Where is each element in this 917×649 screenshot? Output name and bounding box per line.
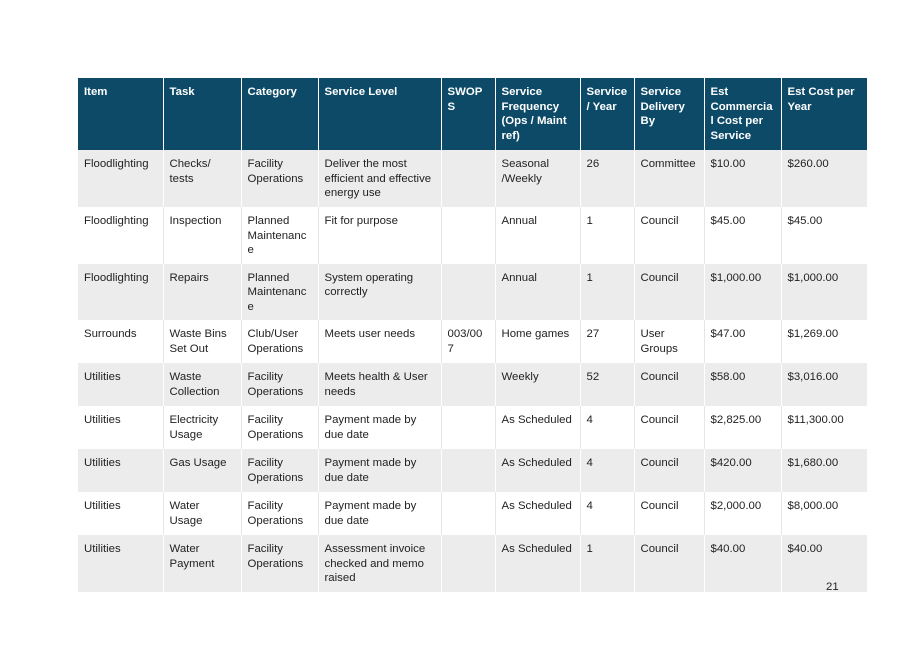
table-row: [78, 406, 867, 449]
cell-service-per-year: 4: [580, 406, 634, 449]
cell-est-cost-per-year: $3,016.00: [781, 363, 867, 406]
table-row: [78, 449, 867, 492]
cell-item: Utilities: [78, 535, 163, 592]
cell-swops: 003/007: [441, 320, 495, 363]
table-row: [78, 264, 867, 321]
cell-category: Planned Maintenance: [241, 207, 318, 264]
cell-est-cost-per-year: $1,269.00: [781, 320, 867, 363]
cell-task: Water Usage: [163, 492, 241, 535]
table-header-row: [78, 78, 867, 150]
cell-service-per-year: 4: [580, 449, 634, 492]
header-service-per-year: Service / Year: [580, 78, 634, 150]
cell-service-frequency: Home games: [495, 320, 580, 363]
cell-task: Waste Collection: [163, 363, 241, 406]
cell-service-frequency: Weekly: [495, 363, 580, 406]
cell-service-frequency: Annual: [495, 207, 580, 264]
cell-category: Facility Operations: [241, 449, 318, 492]
cell-est-commercial-cost: $45.00: [704, 207, 781, 264]
cell-category: Club/User Operations: [241, 320, 318, 363]
cell-category: Facility Operations: [241, 150, 318, 207]
cell-service-frequency: As Scheduled: [495, 535, 580, 592]
cell-item: Utilities: [78, 363, 163, 406]
cell-category: Facility Operations: [241, 406, 318, 449]
table-row: [78, 363, 867, 406]
cell-service-frequency: As Scheduled: [495, 492, 580, 535]
cell-category: Facility Operations: [241, 535, 318, 592]
cell-est-cost-per-year: $1,000.00: [781, 264, 867, 321]
table-row: [78, 492, 867, 535]
cell-service-per-year: 4: [580, 492, 634, 535]
cell-task: Gas Usage: [163, 449, 241, 492]
cell-item: Floodlighting: [78, 150, 163, 207]
cell-service-per-year: 1: [580, 264, 634, 321]
header-swops: SWOPS: [441, 78, 495, 150]
cell-task: Inspection: [163, 207, 241, 264]
cell-est-cost-per-year: $11,300.00: [781, 406, 867, 449]
cell-category: Planned Maintenance: [241, 264, 318, 321]
cell-service-level: Fit for purpose: [318, 207, 441, 264]
table-row: [78, 207, 867, 264]
cell-est-commercial-cost: $58.00: [704, 363, 781, 406]
cell-est-commercial-cost: $2,000.00: [704, 492, 781, 535]
cell-item: Utilities: [78, 406, 163, 449]
cell-task: Checks/ tests: [163, 150, 241, 207]
cell-item: Floodlighting: [78, 264, 163, 321]
cell-service-level: Payment made by due date: [318, 406, 441, 449]
cell-service-frequency: Seasonal /Weekly: [495, 150, 580, 207]
header-service-delivery-by: Service Delivery By: [634, 78, 704, 150]
cell-est-cost-per-year: $8,000.00: [781, 492, 867, 535]
cell-service-frequency: As Scheduled: [495, 406, 580, 449]
cell-service-delivery-by: Council: [634, 492, 704, 535]
header-category: Category: [241, 78, 318, 150]
cell-est-commercial-cost: $1,000.00: [704, 264, 781, 321]
cell-service-per-year: 26: [580, 150, 634, 207]
header-task: Task: [163, 78, 241, 150]
header-service-level: Service Level: [318, 78, 441, 150]
cell-service-per-year: 52: [580, 363, 634, 406]
cell-swops: [441, 150, 495, 207]
cell-est-cost-per-year: $260.00: [781, 150, 867, 207]
cell-swops: [441, 492, 495, 535]
cell-service-level: Meets health & User needs: [318, 363, 441, 406]
cell-service-frequency: Annual: [495, 264, 580, 321]
table-row: [78, 150, 867, 207]
cell-est-commercial-cost: $40.00: [704, 535, 781, 592]
table-row: [78, 535, 867, 592]
cell-est-cost-per-year: $45.00: [781, 207, 867, 264]
cell-service-delivery-by: User Groups: [634, 320, 704, 363]
cell-service-delivery-by: Council: [634, 264, 704, 321]
cell-service-level: Deliver the most efficient and effective energy use: [318, 150, 441, 207]
cell-est-cost-per-year: $40.00: [781, 535, 867, 592]
cell-est-commercial-cost: $2,825.00: [704, 406, 781, 449]
header-service-frequency: Service Frequency (Ops / Maint ref): [495, 78, 580, 150]
cell-service-level: Assessment invoice checked and memo raised: [318, 535, 441, 592]
cell-category: Facility Operations: [241, 363, 318, 406]
cell-service-frequency: As Scheduled: [495, 449, 580, 492]
cell-service-level: Payment made by due date: [318, 449, 441, 492]
cell-service-level: Payment made by due date: [318, 492, 441, 535]
cell-service-per-year: 27: [580, 320, 634, 363]
cell-item: Floodlighting: [78, 207, 163, 264]
service-cost-table: [78, 78, 867, 592]
cell-est-cost-per-year: $1,680.00: [781, 449, 867, 492]
cell-est-commercial-cost: $420.00: [704, 449, 781, 492]
cell-swops: [441, 449, 495, 492]
cell-service-delivery-by: Committee: [634, 150, 704, 207]
cell-task: Waste Bins Set Out: [163, 320, 241, 363]
cell-service-level: System operating correctly: [318, 264, 441, 321]
page-number: 21: [826, 581, 839, 593]
cell-category: Facility Operations: [241, 492, 318, 535]
cell-service-delivery-by: Council: [634, 535, 704, 592]
cell-task: Water Payment: [163, 535, 241, 592]
cell-service-delivery-by: Council: [634, 363, 704, 406]
cell-swops: [441, 535, 495, 592]
header-est-cost-per-year: Est Cost per Year: [781, 78, 867, 150]
cell-task: Electricity Usage: [163, 406, 241, 449]
cell-est-commercial-cost: $47.00: [704, 320, 781, 363]
table-header: [78, 78, 867, 150]
cell-service-per-year: 1: [580, 207, 634, 264]
cell-swops: [441, 207, 495, 264]
cell-service-delivery-by: Council: [634, 207, 704, 264]
header-item: Item: [78, 78, 163, 150]
cell-est-commercial-cost: $10.00: [704, 150, 781, 207]
cell-service-delivery-by: Council: [634, 449, 704, 492]
cell-swops: [441, 363, 495, 406]
table-row: [78, 320, 867, 363]
cell-service-delivery-by: Council: [634, 406, 704, 449]
cell-service-per-year: 1: [580, 535, 634, 592]
header-est-commercial-cost: Est Commercial Cost per Service: [704, 78, 781, 150]
cell-item: Utilities: [78, 449, 163, 492]
cell-item: Utilities: [78, 492, 163, 535]
cell-item: Surrounds: [78, 320, 163, 363]
cell-swops: [441, 406, 495, 449]
table-body: [78, 150, 867, 592]
cell-swops: [441, 264, 495, 321]
cell-service-level: Meets user needs: [318, 320, 441, 363]
cell-task: Repairs: [163, 264, 241, 321]
